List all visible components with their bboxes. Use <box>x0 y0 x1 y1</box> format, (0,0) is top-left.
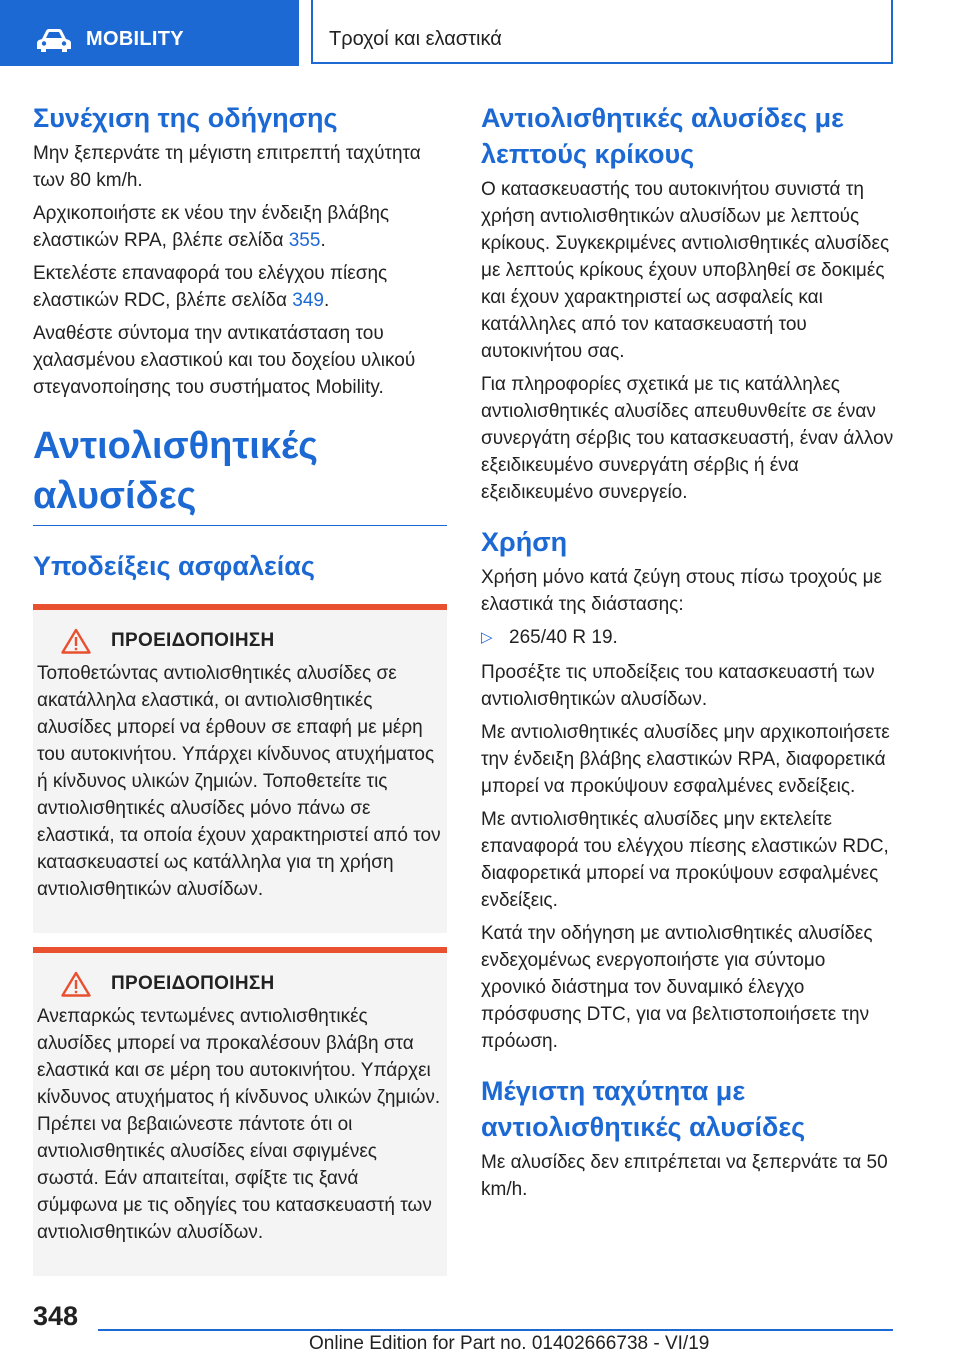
warning-header <box>33 971 447 997</box>
paragraph: Για πληροφορίες σχετικά με τις κατάλληλες αντιολισθητικές αλυσίδες απευθυνθείτε σε έναν συνεργάτη σέρβις του κατασκευαστή, έναν άλλον εξειδικευμένο συνεργάτη σέρβις ή ένα εξειδικευμένο συνεργείο. <box>481 374 894 503</box>
paragraph: Με αντιολισθητικές αλυσίδες μην αρχικοποιήσετε την ένδειξη βλάβης ελαστικών RPA, διαφορετικά μπορεί να προκύψουν εσφαλμένες ενδείξεις. <box>481 722 890 797</box>
safety-heading: Υποδείξεις ασφαλείας <box>33 551 315 581</box>
warning-title: ΠΡΟΕΙΔΟΠΟΙΗΣΗ <box>111 973 275 994</box>
warning-triangle-icon <box>61 971 91 997</box>
footer-divider <box>98 1329 893 1331</box>
section-title-block <box>33 421 447 526</box>
section-title: Αντιολισθητικές αλυσίδες <box>33 425 318 517</box>
paragraph: Προσέξτε τις υποδείξεις του κατασκευαστή των αντιολισθητικών αλυσίδων. <box>481 662 875 710</box>
warning-box <box>33 604 447 933</box>
continue-driving-heading: Συνέχιση της οδήγησης <box>33 103 338 133</box>
paragraph: Αναθέστε σύντομα την αντικατάσταση του χαλασμένου ελαστικού και του δοχείου υλικού στεγανοποίησης του συστήματος Mobility. <box>33 323 416 398</box>
page-link[interactable]: 355 <box>288 230 321 251</box>
warning-header <box>33 628 447 654</box>
page-number: 348 <box>33 1301 79 1331</box>
warning-title: ΠΡΟΕΙΔΟΠΟΙΗΣΗ <box>111 630 275 651</box>
list-item <box>481 624 895 651</box>
chapter-header <box>311 0 893 64</box>
edition-footer: Online Edition for Part no. 01402666738 - VI/19 <box>309 1333 710 1354</box>
paragraph: Μην ξεπερνάτε τη μέγιστη επιτρεπτή ταχύτητα των 80 km/h. <box>33 143 421 191</box>
warning-text: Τοποθετώντας αντιολισθητικές αλυσίδες σε ακατάλληλα ελαστικά, οι αντιολισθητικές αλυσίδες μπορεί να έρθουν σε επαφή με μέρη του αυτοκινήτου. Υπάρχει κίνδυνος ατυχήματος ή κίνδυνος υλικών ζημιών. Τοποθετείτε τις αντιολισθητικές αλυσίδες μόνο πάνω σε ελαστικά, τα οποία έχουν χαρακτηριστεί από τον κατασκευαστεί ως κατάλληλα για τη χρήση αντιολισθητικών αλυσίδων. <box>37 663 441 900</box>
thin-link-chains-heading: Αντιολισθητικές αλυσίδες με λεπτούς κρίκους <box>481 103 844 169</box>
chapter-title: Τροχοί και ελαστικά <box>329 28 502 50</box>
section-tab[interactable] <box>0 0 299 66</box>
paragraph: Χρήση μόνο κατά ζεύγη στους πίσω τροχούς με ελαστικά της διάστασης: <box>481 567 882 615</box>
paragraph: Με αλυσίδες δεν επιτρέπεται να ξεπερνάτε τα 50 km/h. <box>481 1152 888 1200</box>
warning-triangle-icon <box>61 628 91 654</box>
right-column <box>481 100 895 1209</box>
bullet-triangle-icon: ▷ <box>481 629 493 646</box>
max-speed-heading: Μέγιστη ταχύτητα με αντιολισθητικές αλυσίδες <box>481 1076 806 1142</box>
warning-box <box>33 947 447 1276</box>
section-tab-label: MOBILITY <box>86 28 184 50</box>
tire-size: 265/40 R 19. <box>509 627 618 648</box>
paragraph: Εκτελέστε επαναφορά του ελέγχου πίεσης ελαστικών RDC, βλέπε σελίδα 349. <box>33 263 388 311</box>
page-link[interactable]: 349 <box>292 290 324 311</box>
warning-text: Ανεπαρκώς τεντωμένες αντιολισθητικές αλυσίδες μπορεί να προκαλέσουν βλάβη στα ελαστικά και σε μέρη του αυτοκινήτου. Υπάρχει κίνδυνος ατυχήματος ή κίνδυνος υλικών ζημιών. Πρέπει να βεβαιώνεστε πάντοτε ότι οι αντιολισθητικές αλυσίδες είναι σφιγμένες σωστά. Εάν απαιτείται, σφίξτε τις ξανά σύμφωνα με τις οδηγίες του κατασκευαστή των αντιολισθητικών αλυσίδων. <box>37 1006 441 1243</box>
paragraph: Ο κατασκευαστής του αυτοκινήτου συνιστά τη χρήση αντιολισθητικών αλυσίδων με λεπτούς κρίκους. Συγκεκριμένες αντιολισθητικές αλυσίδες με λεπτούς κρίκους έχουν υποβληθεί σε δοκιμές και έχουν χαρακτηριστεί ως ασφαλείς και κατάλληλες από τον κατασκευαστή του αυτοκινήτου σας. <box>481 179 890 362</box>
paragraph: Κατά την οδήγηση με αντιολισθητικές αλυσίδες ενδεχομένως ενεργοποιήστε για σύντομο χρονικό διάστημα τον δυναμικό έλεγχο πρόσφυσης DTC, για να βελτιστοποιήσετε την πρόωση. <box>481 923 873 1052</box>
use-heading: Χρήση <box>481 527 568 557</box>
paragraph: Αρχικοποιήστε εκ νέου την ένδειξη βλάβης ελαστικών RPA, βλέπε σελίδα 355. <box>33 203 390 251</box>
left-column <box>33 100 447 1276</box>
car-icon <box>36 28 72 54</box>
paragraph: Με αντιολισθητικές αλυσίδες μην εκτελείτε επαναφορά του ελέγχου πίεσης ελαστικών RDC, διαφορετικά μπορεί να προκύψουν εσφαλμένες ενδείξεις. <box>481 809 889 911</box>
